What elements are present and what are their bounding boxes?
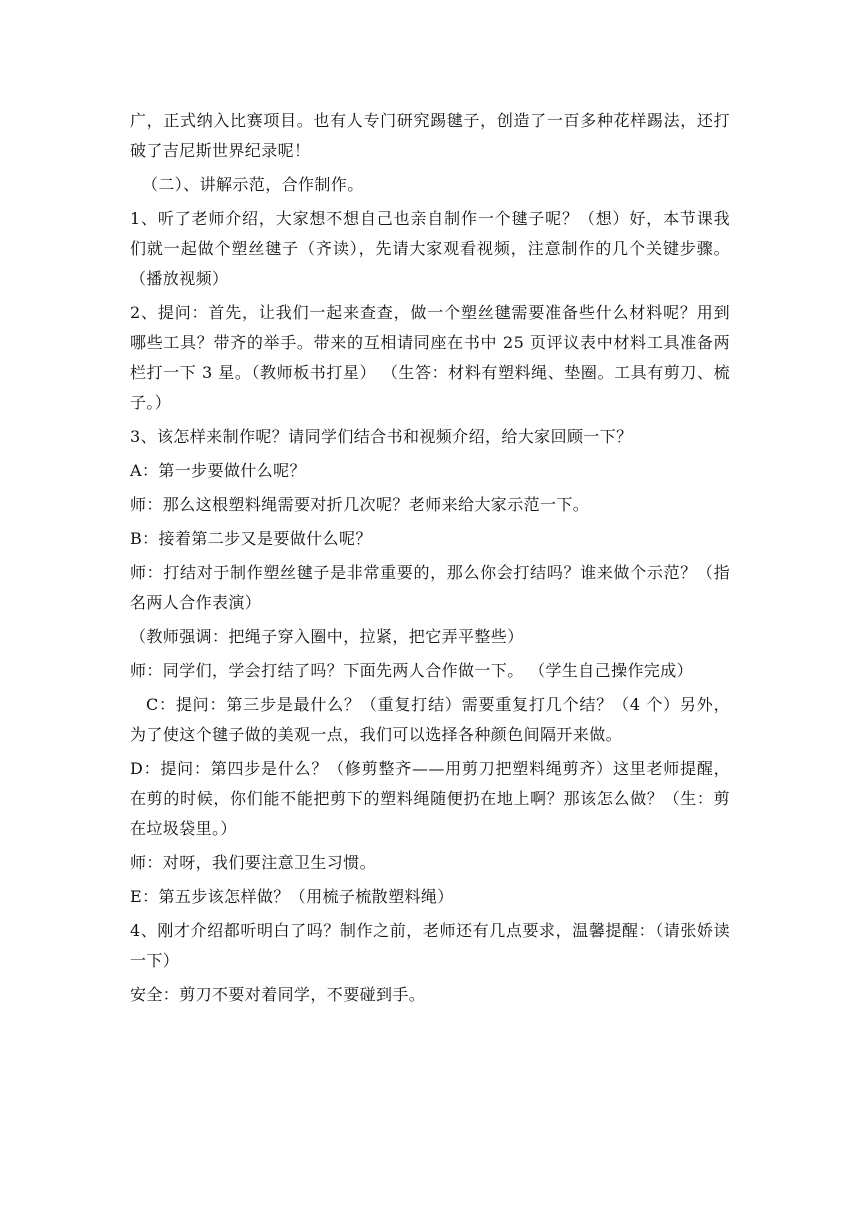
paragraph-step-3: 3、该怎样来制作呢？请同学们结合书和视频介绍，给大家回顾一下？ — [130, 427, 633, 446]
paragraph-question-d: D：提问：第四步是什么？（修剪整齐——用剪刀把塑料绳剪齐）这里老师提醒，在剪的时候，你们能不能把剪下的塑料绳随便扔在地上啊？那该怎么做？（生：剪在垃圾袋里。） — [130, 759, 730, 838]
paragraph-safety: 安全：剪刀不要对着同学，不要碰到手。 — [130, 985, 426, 1004]
section-heading-demo: （二）、讲解示范，合作制作。 — [142, 175, 364, 194]
paragraph-intro-continuation: 广，正式纳入比赛项目。也有人专门研究踢毽子，创造了一百多种花样踢法，还打破了吉尼斯世界纪录呢！ — [130, 111, 730, 160]
paragraph-step-2: 2、提问：首先，让我们一起来查查，做一个塑丝毽需要准备些什么材料呢？用到哪些工具？带齐的举手。带来的互相请同座在书中 25 页评议表中材料工具准备两栏打一下 3 星。（教师板书打星） （生答：材料有塑料绳、垫圈。工具有剪刀、梳子。） — [130, 303, 730, 412]
paragraph-teacher-emphasis: （教师强调：把绳子穿入圈中，拉紧，把它弄平整些） — [130, 627, 524, 646]
paragraph-teacher-knot: 师：打结对于制作塑丝毽子是非常重要的，那么你会打结吗？谁来做个示范？（指名两人合作表演） — [130, 563, 730, 612]
paragraph-step-4: 4、刚才介绍都听明白了吗？制作之前，老师还有几点要求，温馨提醒：（请张娇读一下） — [130, 921, 730, 970]
document-body — [130, 106, 730, 1014]
paragraph-teacher-hygiene: 师：对呀，我们要注意卫生习惯。 — [130, 853, 377, 872]
paragraph-question-c: C：提问：第三步是最什么？（重复打结）需要重复打几个结？（4 个）另外，为了使这个毽子做的美观一点，我们可以选择各种颜色间隔开来做。 — [130, 695, 730, 744]
paragraph-question-b: B：接着第二步又是要做什么呢？ — [130, 529, 372, 548]
paragraph-teacher-pair-work: 师：同学们，学会打结了吗？下面先两人合作做一下。 （学生自己操作完成） — [130, 661, 694, 680]
paragraph-teacher-fold: 师：那么这根塑料绳需要对折几次呢？老师来给大家示范一下。 — [130, 495, 590, 514]
paragraph-question-a: A：第一步要做什么呢？ — [130, 461, 306, 480]
paragraph-question-e: E：第五步该怎样做？（用梳子梳散塑料绳） — [130, 887, 454, 906]
paragraph-step-1: 1、听了老师介绍，大家想不想自己也亲自制作一个毽子呢？（想）好，本节课我们就一起做个塑丝毽子（齐读），先请大家观看视频，注意制作的几个关键步骤。（播放视频） — [130, 209, 730, 288]
